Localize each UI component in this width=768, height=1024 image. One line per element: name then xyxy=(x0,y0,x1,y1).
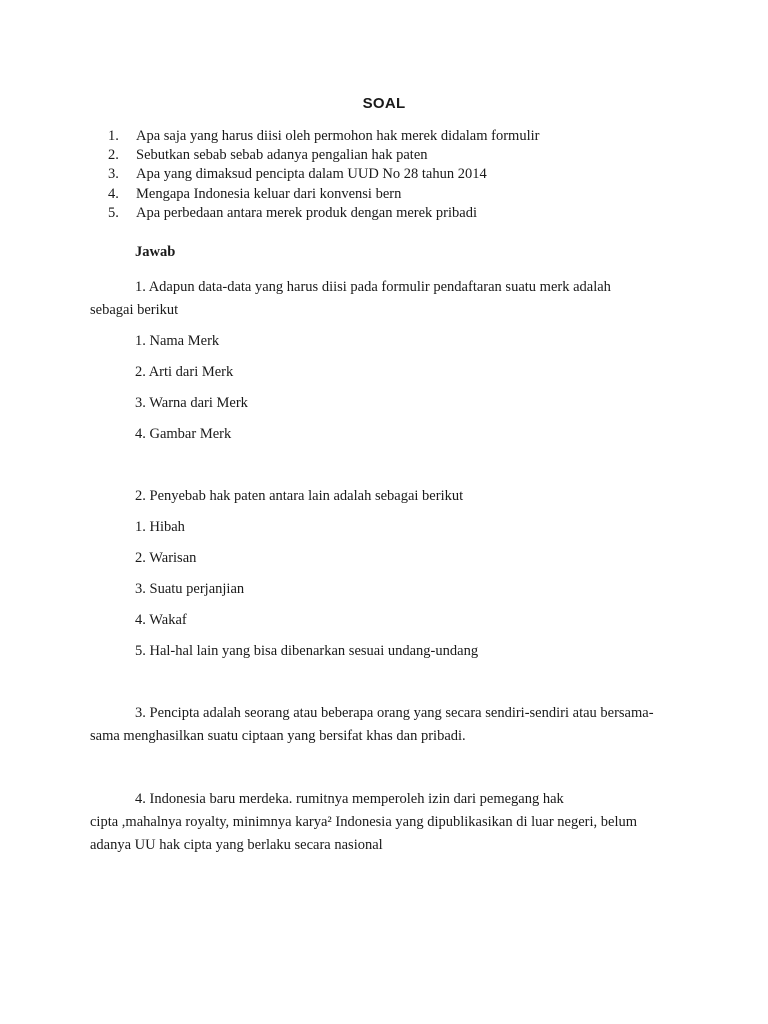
answer-1-item: 2. Arti dari Merk xyxy=(135,364,234,380)
answer-2-item: 3. Suatu perjanjian xyxy=(135,581,245,597)
answer-4 xyxy=(90,788,690,857)
question-item xyxy=(108,146,539,165)
question-number: 1. xyxy=(108,128,119,144)
page-title: SOAL xyxy=(362,95,406,112)
question-item xyxy=(108,165,539,184)
question-item xyxy=(108,185,539,204)
question-number: 4. xyxy=(108,185,119,202)
answer-2-item: 5. Hal-hal lain yang bisa dibenarkan sesuai undang-undang xyxy=(135,643,479,659)
question-number: 3. xyxy=(108,166,119,183)
answer-4-line: 4. Indonesia baru merdeka. rumitnya memperoleh izin dari pemegang hak xyxy=(135,791,564,807)
question-item xyxy=(108,127,539,146)
question-item xyxy=(108,204,539,223)
question-number: 5. xyxy=(108,204,119,221)
answer-4-line: cipta ,mahalnya royalty, minimnya karya² Indonesia yang dipublikasikan di luar negeri, belum xyxy=(90,814,637,830)
answer-3-line: sama menghasilkan suatu ciptaan yang bersifat khas dan pribadi. xyxy=(90,728,466,744)
answer-2-intro: 2. Penyebab hak paten antara lain adalah sebagai berikut xyxy=(135,488,464,504)
question-text: Sebutkan sebab sebab adanya pengalian hak paten xyxy=(136,147,428,164)
question-text: Apa saja yang harus diisi oleh permohon hak merek didalam formulir xyxy=(136,128,540,144)
question-number: 2. xyxy=(108,147,119,164)
answer-2-item: 2. Warisan xyxy=(135,550,197,566)
answer-1-intro-first: 1. Adapun data-data yang harus diisi pada formulir pendaftaran suatu merk adalah xyxy=(135,279,611,295)
answer-1-intro xyxy=(90,276,690,322)
answer-1-item: 3. Warna dari Merk xyxy=(135,395,248,411)
question-text: Apa perbedaan antara merek produk dengan merek pribadi xyxy=(136,204,477,221)
question-text: Mengapa Indonesia keluar dari konvensi bern xyxy=(136,185,402,202)
answer-2-item: 4. Wakaf xyxy=(135,612,187,628)
answer-3-line: 3. Pencipta adalah seorang atau beberapa orang yang secara sendiri-sendiri atau bersama- xyxy=(135,705,654,721)
answer-2-item: 1. Hibah xyxy=(135,519,185,535)
answer-heading: Jawab xyxy=(135,244,176,260)
answer-1-item: 1. Nama Merk xyxy=(135,333,220,349)
answer-4-line: adanya UU hak cipta yang berlaku secara nasional xyxy=(90,837,383,853)
answer-3 xyxy=(90,702,690,748)
answer-1-item: 4. Gambar Merk xyxy=(135,426,232,442)
answer-1-intro-cont: sebagai berikut xyxy=(90,302,179,318)
question-text: Apa yang dimaksud pencipta dalam UUD No 28 tahun 2014 xyxy=(136,166,487,183)
question-list xyxy=(108,127,539,223)
